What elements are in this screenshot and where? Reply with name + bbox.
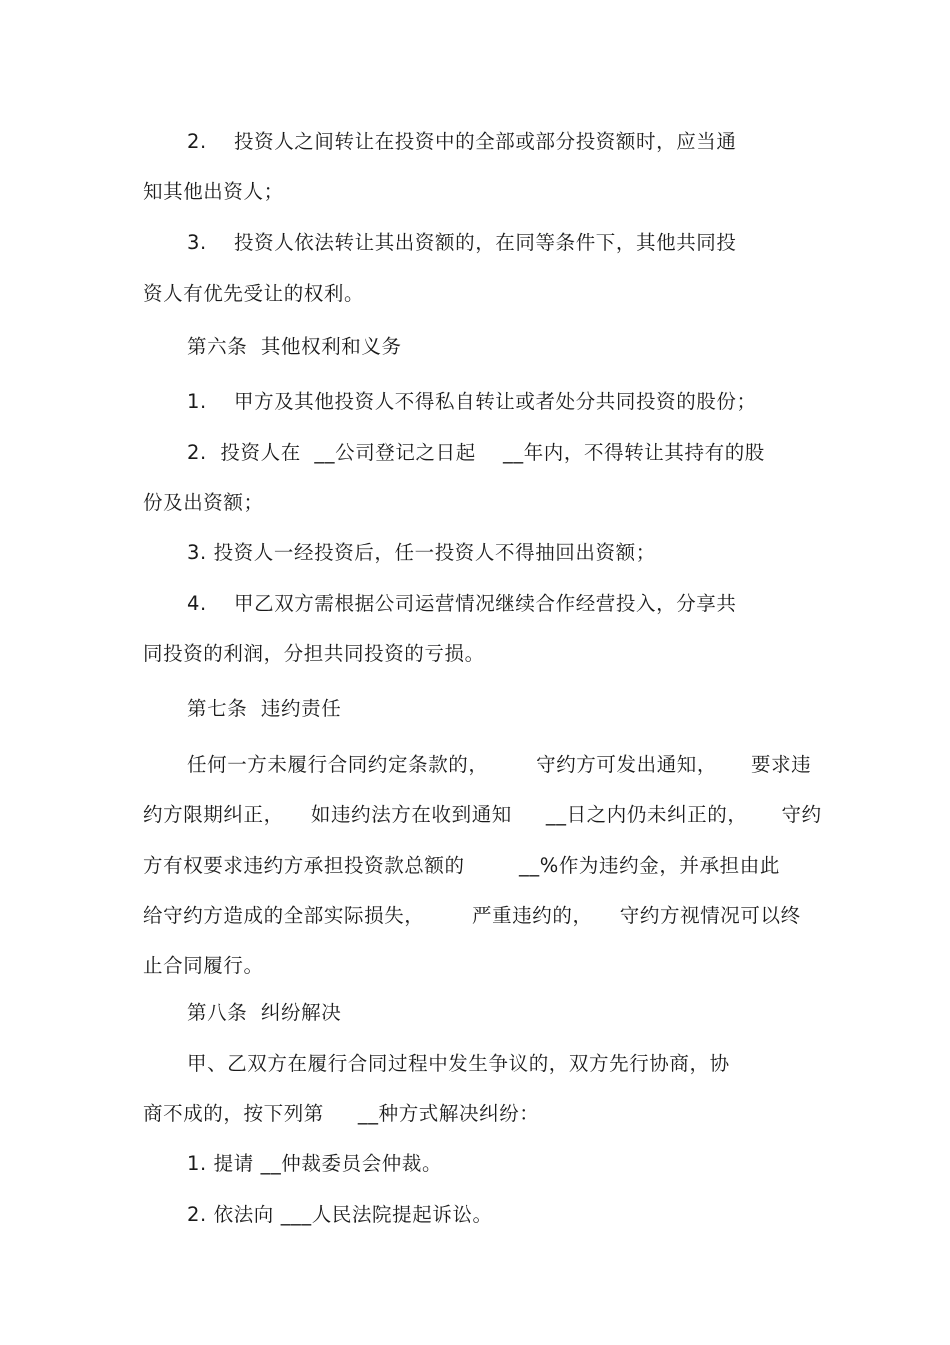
paragraph-line: 方有权要求违约方承担投资款总额的 __%作为违约金，并承担由此 (143, 854, 780, 877)
paragraph-line: 约方限期纠正， 如违约法方在收到通知 __日之内仍未纠正的， 守约 (143, 803, 822, 826)
section-heading: 第七条 违约责任 (187, 697, 342, 720)
paragraph-line: 甲、乙双方在履行合同过程中发生争议的，双方先行协商，协 (187, 1052, 730, 1075)
paragraph-line: 商不成的，按下列第 __种方式解决纠纷： (143, 1102, 540, 1125)
paragraph-line: 资人有优先受让的权利。 (143, 282, 365, 305)
section-heading: 第八条 纠纷解决 (187, 1001, 342, 1024)
paragraph-line: 3. 投资人依法转让其出资额的，在同等条件下，其他共同投 (187, 231, 737, 254)
paragraph-line: 3. 投资人一经投资后，任一投资人不得抽回出资额； (187, 541, 656, 564)
paragraph-line: 2. 依法向 ___人民法院提起诉讼。 (187, 1203, 493, 1226)
paragraph-line: 1. 甲方及其他投资人不得私自转让或者处分共同投资的股份； (187, 390, 757, 413)
paragraph-line: 1. 提请 __仲裁委员会仲裁。 (187, 1152, 443, 1175)
paragraph-line: 同投资的利润，分担共同投资的亏损。 (143, 642, 485, 665)
paragraph-line: 2. 投资人在 __公司登记之日起 __年内，不得转让其持有的股 (187, 441, 765, 464)
paragraph-line: 任何一方未履行合同约定条款的， 守约方可发出通知， 要求违 (187, 753, 812, 776)
paragraph-line: 知其他出资人； (143, 180, 284, 203)
paragraph-line: 2. 投资人之间转让在投资中的全部或部分投资额时，应当通 (187, 130, 737, 153)
paragraph-line: 4. 甲乙双方需根据公司运营情况继续合作经营投入，分享共 (187, 592, 737, 615)
paragraph-line: 止合同履行。 (143, 954, 264, 977)
paragraph-line: 给守约方造成的全部实际损失， 严重违约的， 守约方视情况可以终 (143, 904, 801, 927)
paragraph-line: 份及出资额； (143, 491, 264, 514)
section-heading: 第六条 其他权利和义务 (187, 335, 402, 358)
